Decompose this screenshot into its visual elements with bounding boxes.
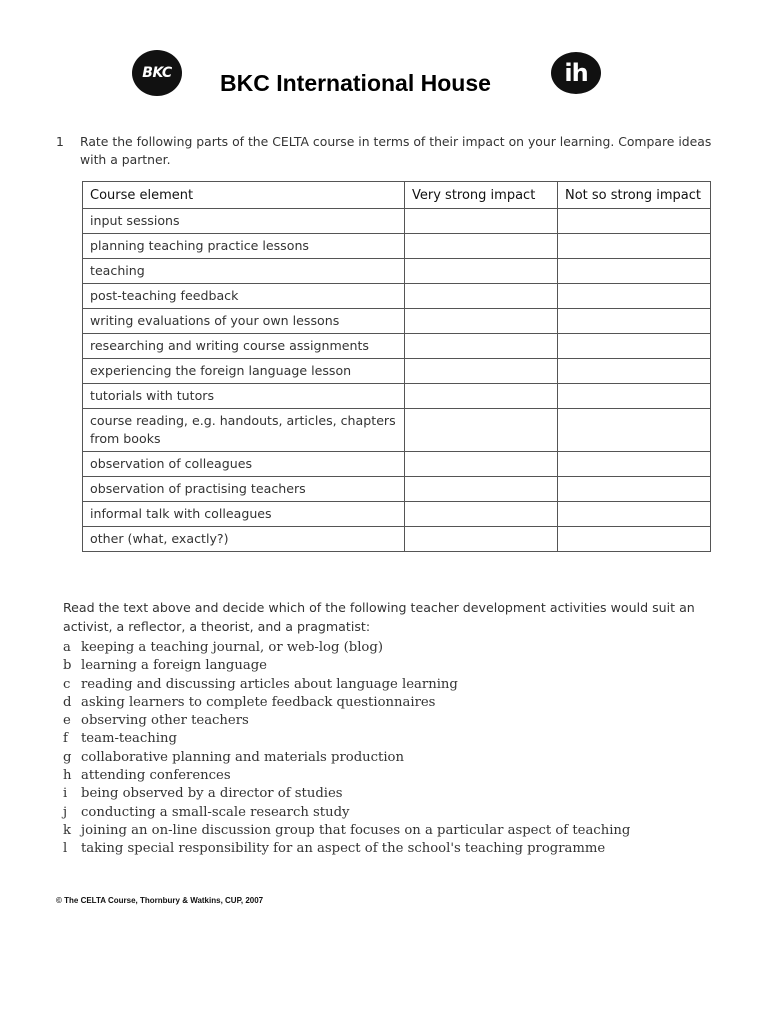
item-text: collaborative planning and materials production	[81, 749, 404, 765]
item-text: being observed by a director of studies	[81, 786, 343, 802]
item-letter: h	[63, 768, 72, 784]
table-row	[83, 259, 711, 284]
list-item	[63, 730, 703, 748]
not-so-strong-cell[interactable]	[558, 234, 711, 259]
course-element-cell: course reading, e.g. handouts, articles, chapters from books	[83, 409, 405, 452]
table-row	[83, 384, 711, 409]
list-item	[63, 694, 703, 712]
very-strong-cell[interactable]	[405, 309, 558, 334]
very-strong-cell[interactable]	[405, 477, 558, 502]
table-row	[83, 359, 711, 384]
very-strong-cell[interactable]	[405, 359, 558, 384]
course-element-cell: post-teaching feedback	[83, 284, 405, 309]
not-so-strong-cell[interactable]	[558, 334, 711, 359]
item-text: conducting a small-scale research study	[81, 804, 350, 820]
item-letter: l	[63, 841, 68, 857]
bkc-logo	[132, 50, 182, 96]
course-element-cell: writing evaluations of your own lessons	[83, 309, 405, 334]
list-item	[63, 639, 703, 657]
list-item	[63, 840, 703, 858]
list-item	[63, 749, 703, 767]
question-2-text: Read the text above and decide which of the following teacher development activities would suit an activist, a reflector, a theorist, and a pragmatist:	[63, 600, 695, 634]
item-letter: b	[63, 658, 72, 674]
table-row	[83, 409, 711, 452]
table-row	[83, 284, 711, 309]
item-text: team-teaching	[81, 731, 177, 747]
not-so-strong-cell[interactable]	[558, 409, 711, 452]
not-so-strong-cell[interactable]	[558, 477, 711, 502]
course-element-cell: observation of practising teachers	[83, 477, 405, 502]
item-text: joining an on-line discussion group that focuses on a particular aspect of teaching	[81, 822, 631, 838]
not-so-strong-cell[interactable]	[558, 527, 711, 552]
not-so-strong-cell[interactable]	[558, 359, 711, 384]
very-strong-cell[interactable]	[405, 452, 558, 477]
very-strong-cell[interactable]	[405, 209, 558, 234]
ih-logo	[551, 52, 601, 94]
not-so-strong-cell[interactable]	[558, 284, 711, 309]
item-text: learning a foreign language	[81, 658, 267, 674]
course-element-cell: input sessions	[83, 209, 405, 234]
list-item	[63, 785, 703, 803]
bkc-logo-text: BKC	[142, 65, 172, 81]
very-strong-cell[interactable]	[405, 384, 558, 409]
question-number: 1	[56, 134, 64, 149]
item-letter: a	[63, 640, 71, 655]
course-element-cell: planning teaching practice lessons	[83, 234, 405, 259]
list-item	[63, 767, 703, 785]
not-so-strong-cell[interactable]	[558, 452, 711, 477]
ih-logo-text: ih	[564, 59, 588, 87]
header-course-element: Course element	[83, 182, 405, 209]
item-letter: e	[63, 713, 71, 729]
activity-list	[63, 639, 703, 859]
table-row	[83, 209, 711, 234]
table-row	[83, 527, 711, 552]
item-text: taking special responsibility for an aspect of the school's teaching programme	[81, 841, 606, 857]
course-element-cell: observation of colleagues	[83, 452, 405, 477]
table-row	[83, 502, 711, 527]
course-element-cell: other (what, exactly?)	[83, 527, 405, 552]
item-letter: g	[63, 749, 72, 765]
item-text: attending conferences	[81, 768, 231, 784]
header-very-strong: Very strong impact	[405, 182, 558, 209]
table-row	[83, 334, 711, 359]
list-item	[63, 712, 703, 730]
page-title: BKC International House	[220, 70, 491, 96]
not-so-strong-cell[interactable]	[558, 209, 711, 234]
table-row	[83, 309, 711, 334]
item-text: observing other teachers	[81, 713, 249, 729]
item-letter: d	[63, 694, 72, 710]
header-not-so-strong: Not so strong impact	[558, 182, 711, 209]
item-letter: i	[63, 786, 68, 802]
list-item	[63, 676, 703, 694]
not-so-strong-cell[interactable]	[558, 309, 711, 334]
not-so-strong-cell[interactable]	[558, 259, 711, 284]
item-letter: k	[63, 822, 71, 838]
item-letter: j	[63, 804, 68, 820]
course-element-cell: teaching	[83, 259, 405, 284]
course-element-cell: researching and writing course assignments	[83, 334, 405, 359]
question-1	[56, 133, 726, 169]
list-item	[63, 804, 703, 822]
very-strong-cell[interactable]	[405, 409, 558, 452]
very-strong-cell[interactable]	[405, 234, 558, 259]
list-item	[63, 657, 703, 675]
course-element-cell: tutorials with tutors	[83, 384, 405, 409]
course-element-cell: informal talk with colleagues	[83, 502, 405, 527]
table-row	[83, 452, 711, 477]
table-row	[83, 477, 711, 502]
list-item	[63, 822, 703, 840]
rating-table	[82, 181, 711, 552]
item-text: keeping a teaching journal, or web-log (blog)	[81, 640, 383, 655]
table-header-row	[83, 182, 711, 209]
not-so-strong-cell[interactable]	[558, 502, 711, 527]
copyright-footer: © The CELTA Course, Thornbury & Watkins, CUP, 2007	[56, 896, 264, 905]
very-strong-cell[interactable]	[405, 284, 558, 309]
item-text: asking learners to complete feedback questionnaires	[81, 694, 436, 710]
very-strong-cell[interactable]	[405, 259, 558, 284]
question-text: Rate the following parts of the CELTA course in terms of their impact on your learning. Compare ideas with a partner.	[80, 134, 712, 167]
item-text: reading and discussing articles about language learning	[81, 676, 458, 692]
item-letter: c	[63, 676, 71, 692]
very-strong-cell[interactable]	[405, 527, 558, 552]
item-letter: f	[63, 731, 68, 747]
not-so-strong-cell[interactable]	[558, 384, 711, 409]
very-strong-cell[interactable]	[405, 334, 558, 359]
course-element-cell: experiencing the foreign language lesson	[83, 359, 405, 384]
very-strong-cell[interactable]	[405, 502, 558, 527]
table-row	[83, 234, 711, 259]
